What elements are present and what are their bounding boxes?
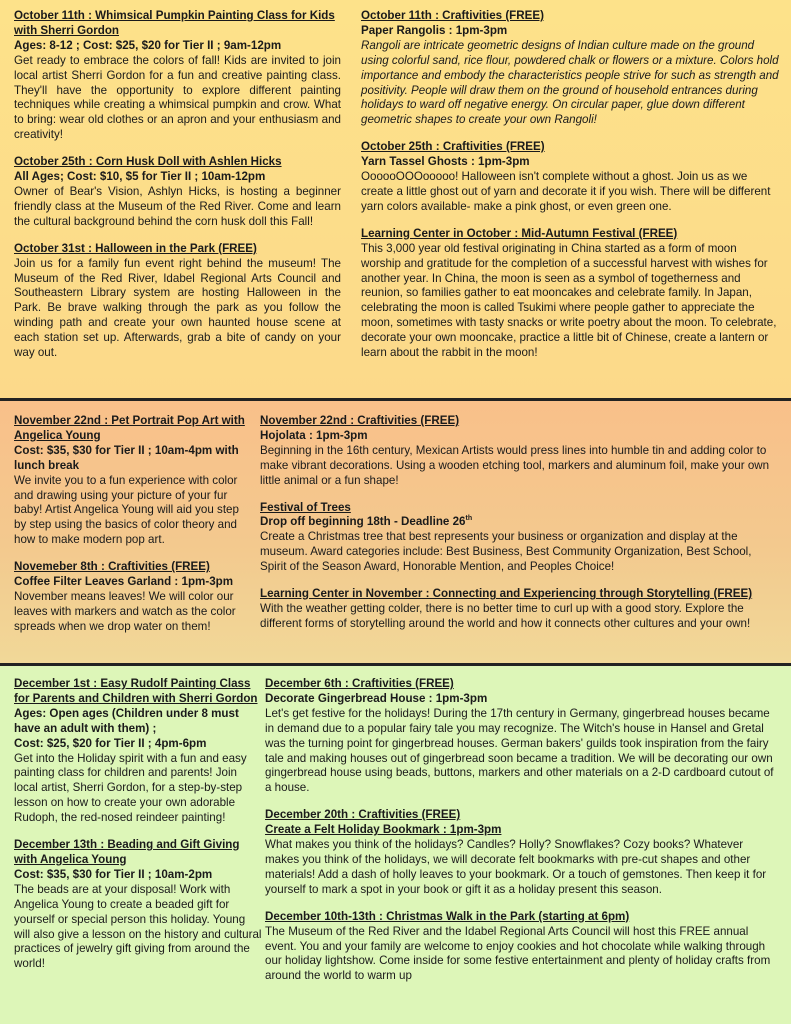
event-festival-of-trees: [260, 501, 780, 576]
november-left-column: [14, 414, 252, 647]
event-title[interactable]: December 10th-13th : Christmas Walk in the Park (starting at 6pm): [265, 909, 630, 923]
event-title[interactable]: October 25th : Craftivities (FREE): [361, 140, 545, 154]
event-details: Coffee Filter Leaves Garland : 1pm-3pm: [14, 575, 234, 589]
event-details: Decorate Gingerbread House : 1pm-3pm: [265, 691, 488, 705]
event-details: Ages: Open ages (Children under 8 must have an adult with them) ;: [14, 706, 239, 735]
event-title[interactable]: November 22nd : Pet Portrait Pop Art with Angelica Young: [14, 414, 245, 442]
event-description: Create a Christmas tree that best represents your business or organization and display at the museum. Award categories include: Best Business, Best Community Organization, Best School, Spirit of the Season Award, Honorable Mention, and Peoples Choice!: [260, 530, 752, 574]
event-halloween-in-the-park: [14, 242, 341, 361]
december-left-column: [14, 677, 263, 984]
event-details: Cost: $35, $30 for Tier II ; 10am-4pm with lunch break: [14, 443, 239, 472]
event-description: With the weather getting colder, there is no better time to curl up with a good story. Explore the different forms of storytelling around the world and how it connects other cultures and your own!: [260, 601, 751, 630]
event-storytelling: [260, 587, 780, 632]
event-subtitle[interactable]: Create a Felt Holiday Bookmark : 1pm-3pm: [265, 823, 502, 837]
event-gingerbread-house: [265, 677, 780, 796]
event-details: Hojolata : 1pm-3pm: [260, 428, 368, 442]
event-title[interactable]: December 6th : Craftivities (FREE): [265, 677, 454, 690]
event-details: Ages: 8-12 ; Cost: $25, $20 for Tier II ; 9am-12pm: [14, 38, 282, 52]
event-title[interactable]: Learning Center in November : Connecting and Experiencing through Storytelling (FREE): [260, 587, 753, 601]
event-pet-portrait-pop-art: [14, 414, 252, 548]
event-paper-rangolis: [361, 9, 779, 128]
event-description: This 3,000 year old festival originating in China started as a form of moon worship and gratitude for the completion of a successful harvest with wishes for another year. In China, the moon is seen as a symbol of togetherness and reunion, so families gather to eat mooncakes and celebrate family. In Japan, celebrating the moon is called Tsukimi where people gather to appreciate the moon, sometimes with tasty snacks or write poetry about the moon. To celebrate, decorate your own mooncake, practice a little bit of Chinese, create a lantern or learn about the rabbit in the moon!: [361, 241, 777, 360]
event-description: Get into the Holiday spirit with a fun and easy painting class for children and parents! Join local artist, Sherri Gordon, for a step-by-step lesson on how to create your own adorable Rudoph, the red-nosed reindeer painting!: [14, 751, 247, 825]
november-right-column: [260, 414, 780, 644]
event-title[interactable]: December 1st : Easy Rudolf Painting Class for Parents and Children with Sherri Gordon: [14, 677, 258, 705]
event-rudolf-painting: [14, 677, 263, 826]
event-corn-husk-doll: [14, 155, 341, 230]
event-details-text: Drop off beginning 18th - Deadline 26: [260, 515, 466, 529]
event-felt-bookmark: [265, 808, 780, 897]
event-coffee-filter-leaves: [14, 560, 252, 635]
event-details: Cost: $35, $30 for Tier II ; 10am-2pm: [14, 867, 213, 881]
event-description: November means leaves! We will color our leaves with markers and watch as the color spreads when we drop water on them!: [14, 589, 236, 633]
october-section: [0, 0, 791, 398]
event-details: Paper Rangolis : 1pm-3pm: [361, 23, 508, 37]
event-hojolata: [260, 414, 780, 489]
event-yarn-tassel-ghosts: [361, 140, 779, 215]
ordinal-suffix: th: [465, 515, 473, 523]
november-section: [0, 401, 791, 663]
event-description: What makes you think of the holidays? Candles? Holly? Snowflakes? Cozy books? Whatever makes you think of the holidays, we will decorate felt bookmarks with pre-cut shapes and other materials! Add a dash of holly leaves to your bookmark. Or a touch of gemstones. Then keep it for yourself to mark a spot in your book or gift it as a holiday present this season.: [265, 838, 767, 896]
event-description: We invite you to a fun experience with color and drawing using your picture of your fur baby! Artist Angelica Young will aid you step by step using the basics of color theory and how to make modern pop art.: [14, 473, 239, 547]
event-description: Let's get festive for the holidays! During the 17th century in Germany, gingerbread houses became in demand due to a popular fairy tale you may recognize. The Witch's house in Hansel and Gretal was the turning point for gingerbread houses. German bakers' guilds took inspiration from the fairy tale and making houses out of gingerbread soon became a tradition. We will be decorating our own gingerbread house using beads, buttons, markers and other materials on a 2-D cardboard cutout of a house.: [265, 706, 774, 795]
october-left-column: [14, 9, 341, 373]
event-details: Cost: $25, $20 for Tier II ; 4pm-6pm: [14, 736, 207, 750]
event-details: All Ages; Cost: $10, $5 for Tier II ; 10am-12pm: [14, 170, 266, 184]
october-right-column: [361, 9, 779, 373]
december-right-column: [265, 677, 780, 996]
event-title[interactable]: November 22nd : Craftivities (FREE): [260, 414, 460, 427]
event-description: Beginning in the 16th century, Mexican Artists would press lines into humble tin and adding color to make vibrant decorations. Using a wooden etching tool, markers and aluminum foil, make your own little animal or a fun shape!: [260, 443, 770, 487]
event-description: Join us for a family fun event right behind the museum! The Museum of the Red River, Idabel Regional Arts Council and Southeastern Library system are hosting Halloween in the Park. Be brave walking through the park as you follow the winding path and create your own haunted house scene at each station set up. Afterwards, grab a bite of candy on your way out.: [14, 256, 341, 360]
event-title[interactable]: Learning Center in October : Mid-Autumn Festival (FREE): [361, 226, 678, 240]
event-title[interactable]: October 11th : Craftivities (FREE): [361, 9, 544, 22]
december-section: [0, 666, 791, 1024]
event-description: The beads are at your disposal! Work with Angelica Young to create a beaded gift for yourself or special person this holiday. Young will also give a lesson on the history and cultural practices of jewelry gift giving from around the world!: [14, 882, 262, 971]
event-pumpkin-painting: [14, 9, 341, 143]
event-description: Rangoli are intricate geometric designs of Indian culture made on the ground using colorful sand, rice flour, powdered chalk or flowers or a mixture. Colors hold importance and embody the characteristics people strive for such as strength and positivity. People will draw them on the ground of household entrances during holidays to ward off negative energy. On circular paper, glue down different geometric shapes to create your own Rangoli!: [361, 38, 779, 127]
event-description: Get ready to embrace the colors of fall! Kids are invited to join local artist Sherri Gordon for a fun and creative painting class. They'll have the opportunity to explore different painting techniques while creating a whimsical pumpkin and crow. What to bring: wear old clothes or an apron and your enthusiasm and creativity!: [14, 53, 341, 142]
event-description: Owner of Bear's Vision, Ashlyn Hicks, is hosting a beginner friendly class at the Museum of the Red River. Come and learn the cultural background behind the corn husk doll this Fall!: [14, 184, 341, 228]
event-title[interactable]: October 25th : Corn Husk Doll with Ashlen Hicks: [14, 155, 282, 169]
event-title[interactable]: December 20th : Craftivities (FREE): [265, 808, 461, 822]
event-title[interactable]: December 13th : Beading and Gift Giving with Angelica Young: [14, 838, 240, 866]
event-mid-autumn-festival: [361, 227, 779, 361]
event-details: Yarn Tassel Ghosts : 1pm-3pm: [361, 155, 530, 169]
event-christmas-walk: [265, 910, 780, 985]
event-description: OooooOOOooooo! Halloween isn't complete without a ghost. Join us as we create a little ghost out of yarn and decorate it if you wish. There will be different yarn colors available- make a pink ghost, or even green one.: [361, 170, 771, 213]
event-title[interactable]: October 11th : Whimsical Pumpkin Painting Class for Kids with Sherri Gordon: [14, 9, 335, 37]
event-title[interactable]: Novemeber 8th : Craftivities (FREE): [14, 560, 210, 574]
event-beading-gift-giving: [14, 838, 263, 972]
event-title[interactable]: Festival of Trees: [260, 500, 351, 514]
event-description: The Museum of the Red River and the Idabel Regional Arts Council will host this FREE annual event. You and your family are welcome to enjoy cookies and hot chocolate while walking through our holiday lightshow. Come inside for some festive entertainment and plenty of holiday crafts from around the world to warm up: [265, 924, 771, 983]
event-title[interactable]: October 31st : Halloween in the Park (FREE): [14, 241, 257, 255]
event-details: [260, 515, 780, 530]
